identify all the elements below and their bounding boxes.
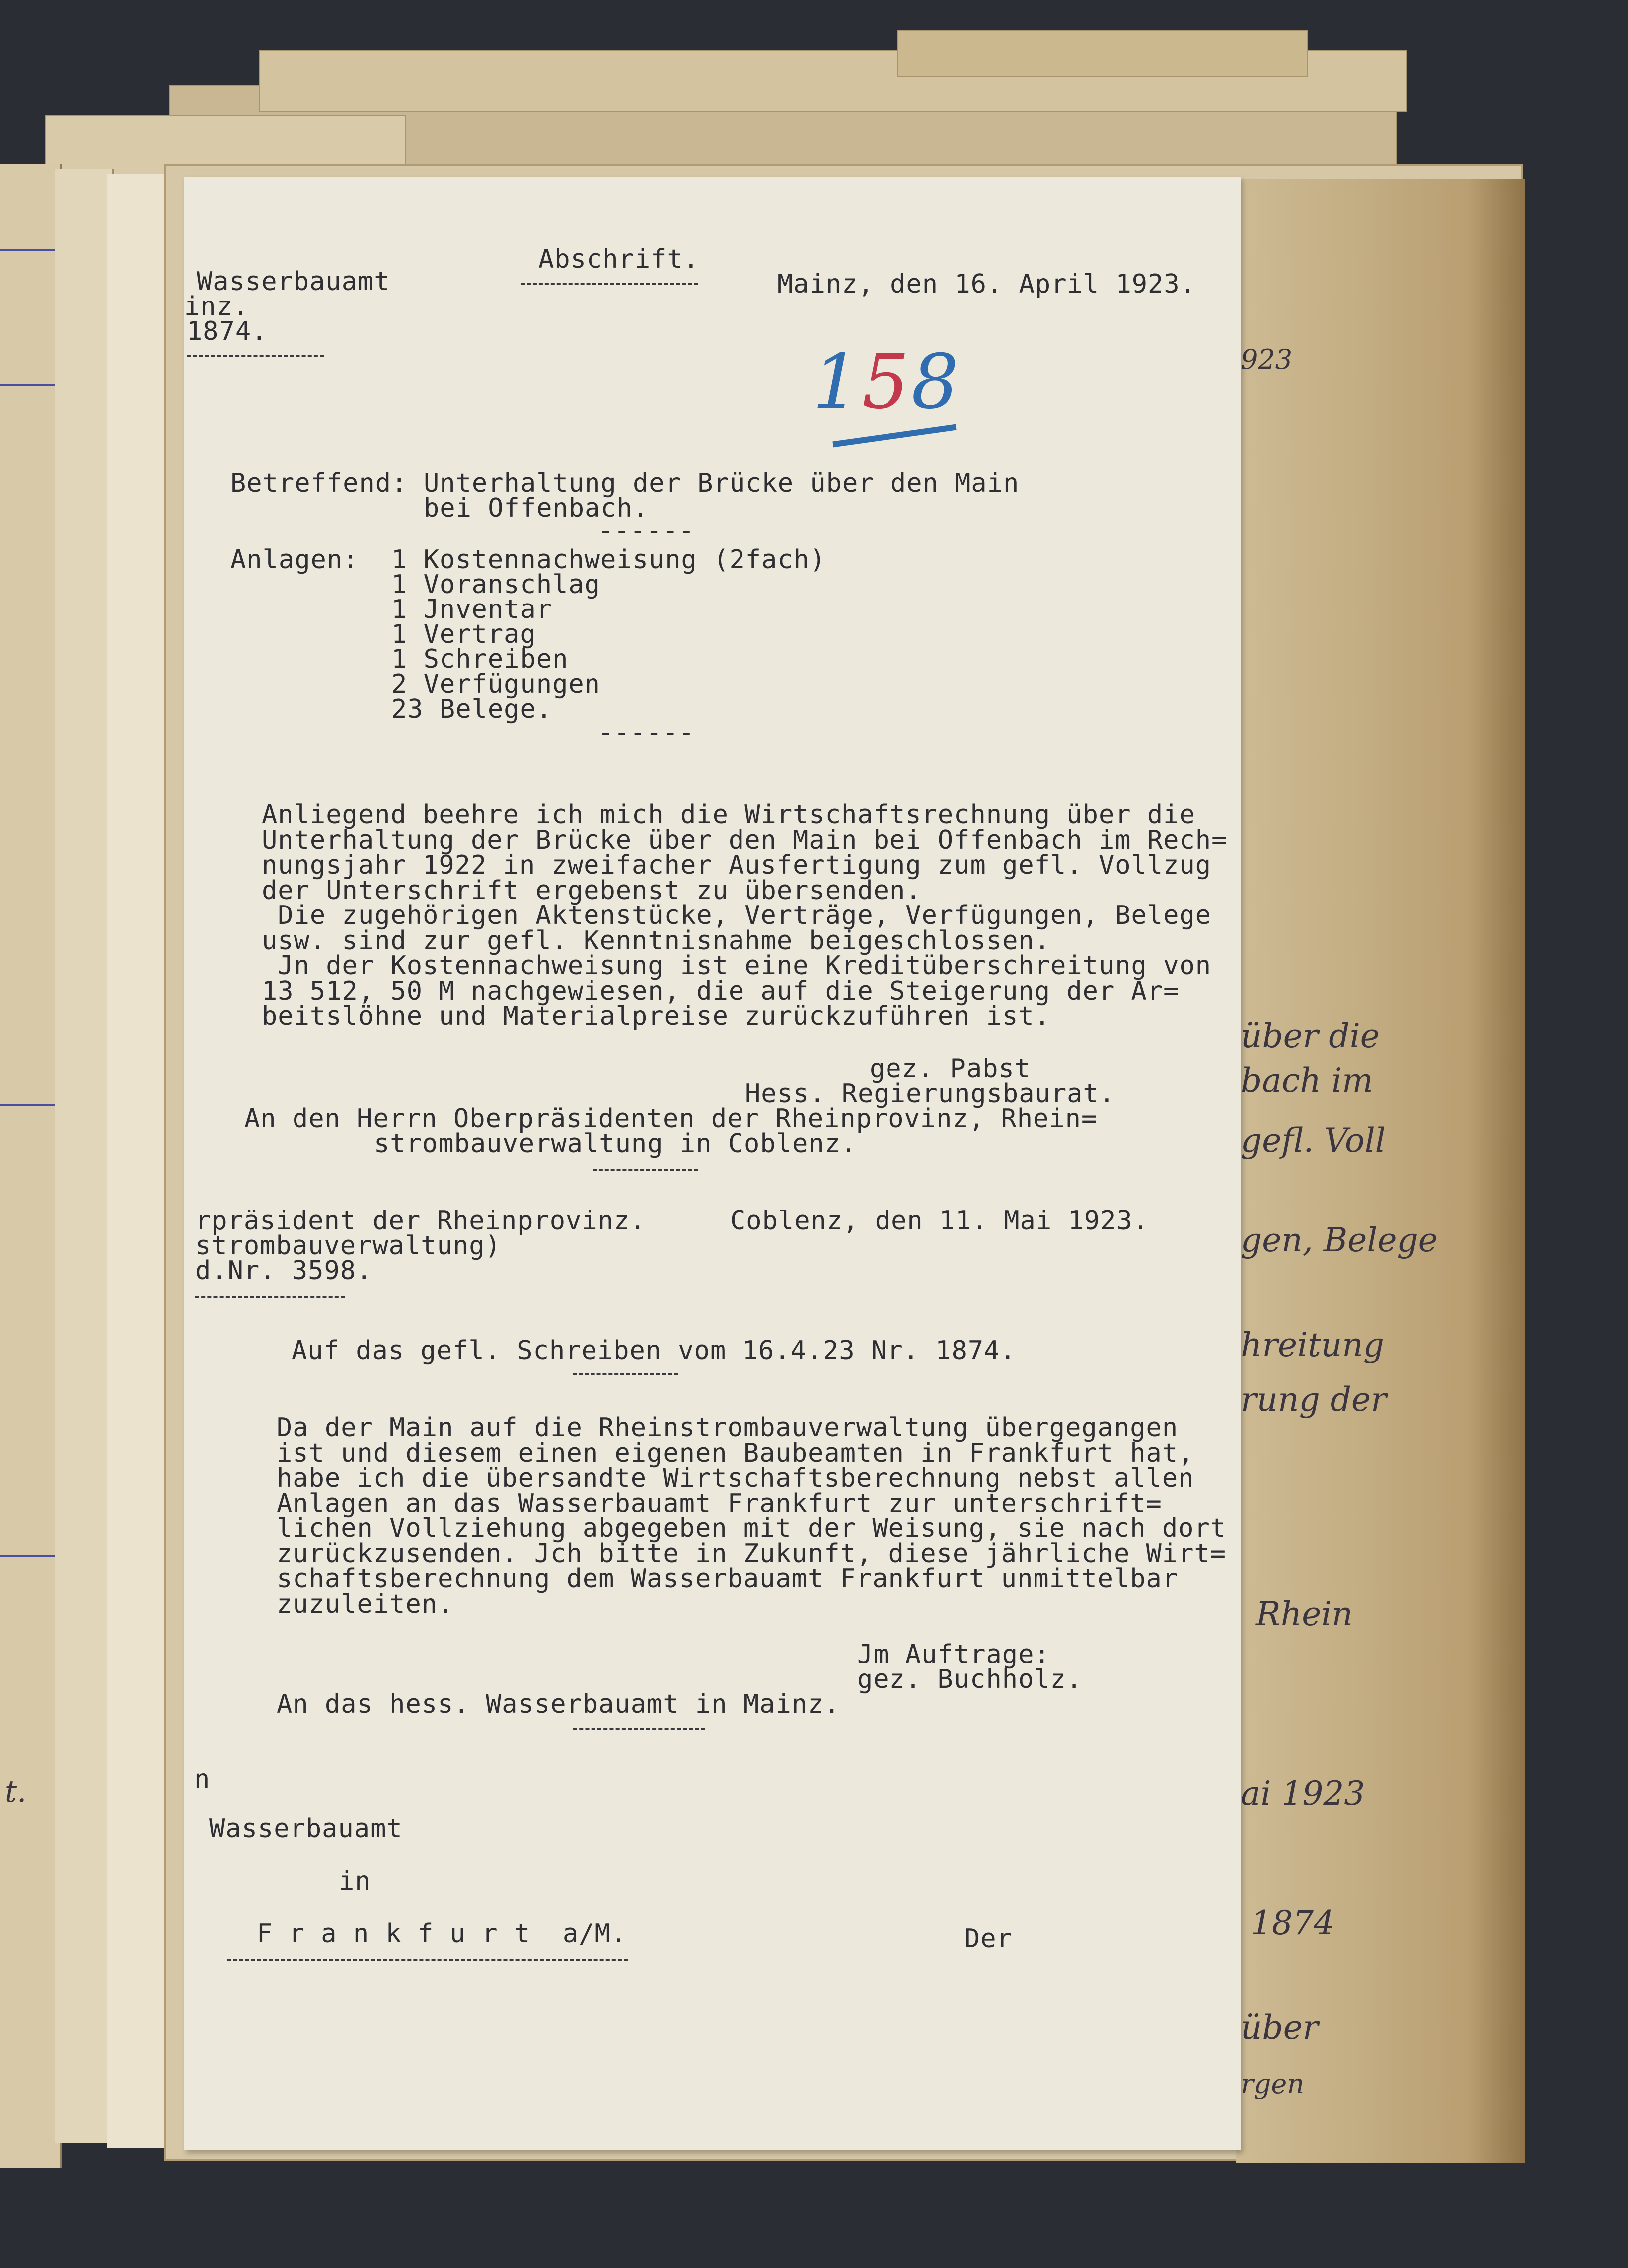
- letter1-paragraph: Die zugehörigen Aktenstücke, Verträge, Verfügungen, Belege usw. sind zur gefl. Kenntnisnahme beigeschlossen.: [262, 901, 1212, 956]
- reply-header-rule: [195, 1296, 345, 1298]
- folio-digit: 8: [911, 339, 961, 426]
- letter1-end-rule: [593, 1169, 698, 1171]
- right-margin-note: 923: [1241, 344, 1293, 375]
- letter2-signature: Jm Auftrage:: [857, 1640, 1050, 1669]
- attachment-item: 1 Voranschlag: [391, 570, 600, 600]
- right-margin-note: gefl. Voll: [1241, 1121, 1386, 1160]
- subject-label: Betreffend:: [230, 468, 408, 498]
- right-margin-note: über: [1241, 2008, 1319, 2047]
- right-margin-note: bach im: [1241, 1061, 1373, 1100]
- right-margin-note: Rhein: [1256, 1595, 1353, 1633]
- office-line: Wasserbauamt: [197, 267, 390, 297]
- attachment-item: 1 Jnventar: [391, 595, 553, 624]
- reply-office-line: strombauverwaltung): [195, 1231, 501, 1261]
- office-line: inz.: [184, 292, 249, 321]
- folio-digit: 5: [862, 339, 911, 426]
- folio-digit: 1: [812, 339, 862, 426]
- letter2-reference-underline: [573, 1373, 678, 1375]
- right-margin-note: ai 1923: [1241, 1774, 1365, 1813]
- letter2-end-rule: [573, 1728, 705, 1730]
- left-page-edge: [0, 164, 62, 2168]
- right-margin-note: gen, Belege: [1241, 1221, 1438, 1259]
- right-page-edges: [1236, 179, 1525, 2163]
- footer-line: in: [339, 1866, 371, 1896]
- office-line: 1874.: [187, 316, 268, 346]
- attachments-separator: ------: [598, 718, 695, 748]
- attachment-item: 2 Verfügungen: [391, 669, 600, 699]
- reply-office-line: rpräsident der Rheinprovinz.: [195, 1206, 646, 1236]
- footer-right-word: Der: [964, 1924, 1013, 1954]
- attachment-item: 1 Vertrag: [391, 619, 536, 649]
- attachments-label: Anlagen:: [230, 545, 359, 575]
- letter1-paragraph: Jn der Kostennachweisung ist eine Kreditüberschreitung von 13 512, 50 M nachgewiesen, die auf die Steigerung der Ar= beitslöhne und Materialpreise zurückzuführen ist.: [262, 951, 1212, 1031]
- reply-office-line: d.Nr. 3598.: [195, 1256, 373, 1286]
- title-underline: [521, 283, 698, 285]
- reply-place-date: Coblenz, den 11. Mai 1923.: [730, 1206, 1149, 1236]
- footer-rule: [227, 1959, 628, 1961]
- letter1-signature: gez. Pabst: [870, 1054, 1031, 1084]
- letter1-addressee: strombauverwaltung in Coblenz.: [374, 1129, 857, 1159]
- right-margin-note: rgen: [1241, 2068, 1305, 2100]
- page-stack-top-3: [897, 30, 1308, 77]
- folio-number: [812, 339, 961, 426]
- header-rule: [187, 355, 324, 357]
- right-margin-note: 1874: [1251, 1904, 1334, 1942]
- footer-line: Wasserbauamt: [209, 1814, 403, 1844]
- footer-line: n: [194, 1764, 211, 1794]
- left-margin-note: t.: [5, 1774, 27, 1809]
- subject-line: Unterhaltung der Brücke über den Main: [424, 468, 1020, 498]
- letter2-reference: Auf das gefl. Schreiben vom 16.4.23 Nr. 1874.: [292, 1336, 1016, 1365]
- document-title: Abschrift.: [538, 244, 700, 274]
- place-date: Mainz, den 16. April 1923.: [777, 269, 1196, 299]
- footer-line: F r a n k f u r t a/M.: [257, 1919, 627, 1949]
- letter2-paragraph: Da der Main auf die Rheinstrombauverwaltung übergegangen ist und diesem einen eigenen Baubeamten in Frankfurt hat, habe ich die übersandte Wirtschaftsberechnung nebst allen Anlagen an das Wasserbauamt Frankfurt zur unterschrift= lichen Vollziehung abgegeben mit der Weisung, sie nach dort zurückzusenden. Jch bitte in Zukunft, diese jährliche Wirt= schaftsberechnung dem Wasserbauamt Frankfurt unmittelbar zuzuleiten.: [277, 1413, 1227, 1619]
- attachment-item: 23 Belege.: [391, 694, 553, 724]
- letter1-paragraph: Anliegend beehre ich mich die Wirtschaftsrechnung über die Unterhaltung der Brücke über den Main bei Offenbach im Rech= nungsjahr 1922 in zweifacher Ausfertigung zum gefl. Vollzug der Unterschrift ergebenst zu übersenden.: [262, 800, 1228, 906]
- letter1-addressee: An den Herrn Oberpräsidenten der Rheinprovinz, Rhein=: [244, 1104, 1098, 1134]
- letter2-addressee: An das hess. Wasserbauamt in Mainz.: [277, 1689, 840, 1719]
- right-margin-note: über die: [1241, 1017, 1380, 1055]
- attachment-item: 1 Schreiben: [391, 644, 569, 674]
- right-margin-note: hreitung: [1241, 1326, 1385, 1364]
- attachment-item: 1 Kostennachweisung (2fach): [391, 545, 826, 575]
- subject-separator: ------: [598, 516, 695, 546]
- letter2-signature: gez. Buchholz.: [857, 1664, 1083, 1694]
- letter1-signature-title: Hess. Regierungsbaurat.: [745, 1079, 1116, 1109]
- left-page-edge-2: [55, 169, 114, 2143]
- subject-line: bei Offenbach.: [424, 493, 649, 523]
- right-margin-note: rung der: [1241, 1380, 1387, 1419]
